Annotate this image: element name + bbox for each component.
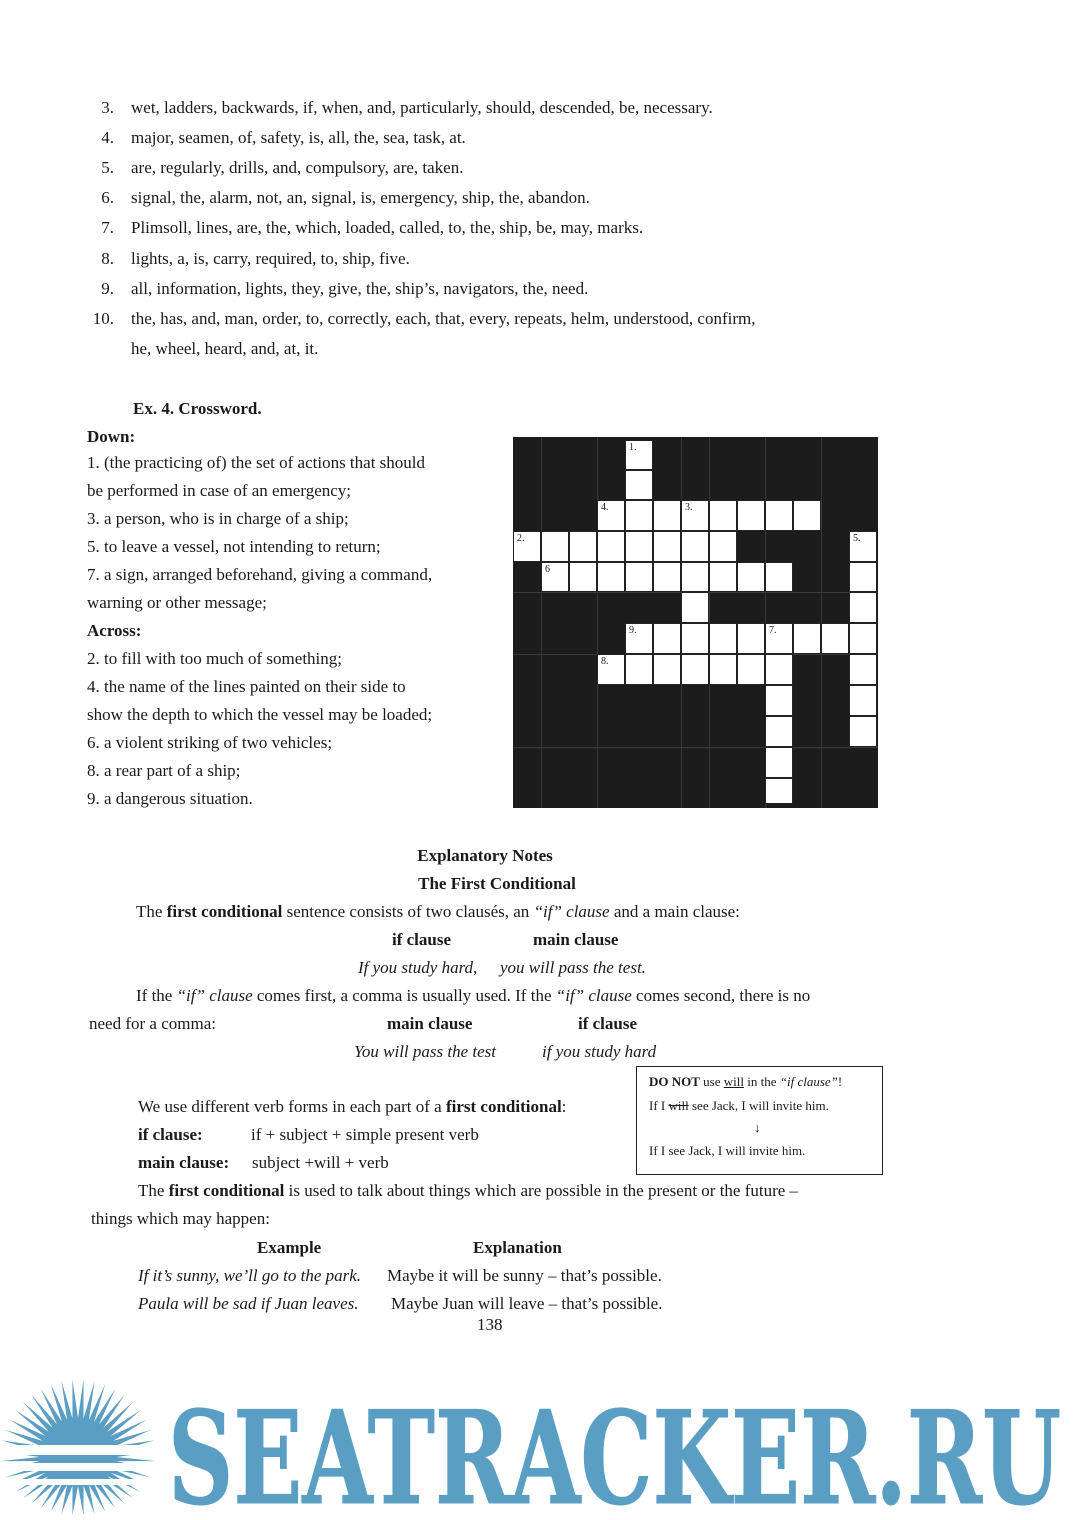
crossword-cell[interactable]: [625, 470, 653, 500]
clue-line: be performed in case of an emergency;: [87, 481, 352, 500]
notes-heading: Explanatory Notes: [417, 846, 553, 865]
rule-line: DO NOT use will in the “if clause”!: [649, 1074, 843, 1089]
label-main-clause: main clause: [387, 1014, 473, 1033]
watermark-svg: [0, 1375, 1080, 1515]
clue-line: show the depth to which the vessel may be loaded;: [87, 705, 433, 724]
crossword-cell[interactable]: [709, 623, 737, 654]
crossword-cell[interactable]: 5.: [849, 531, 877, 562]
example-main: You will pass the test: [354, 1042, 497, 1061]
crossword-cell[interactable]: [681, 654, 709, 685]
paragraph: The first conditional is used to talk about things which are possible in the present or the future –: [138, 1181, 799, 1200]
crossword-cell[interactable]: [625, 531, 653, 562]
main-clause-formula: subject +will + verb: [252, 1153, 389, 1172]
crossword-cell[interactable]: [765, 747, 793, 778]
watermark-text: SEATRACKER.RU: [168, 1384, 1061, 1515]
crossword-cell[interactable]: [737, 500, 765, 531]
crossword-cell[interactable]: [709, 654, 737, 685]
across-heading: Across:: [87, 621, 142, 640]
label-if-clause: if clause: [578, 1014, 638, 1033]
explanation-cell: Maybe it will be sunny – that’s possible.: [387, 1266, 662, 1285]
rule-box: [636, 1066, 883, 1175]
crossword-cell[interactable]: [849, 716, 877, 747]
clue-line: 1. (the practicing of) the set of actions that should: [87, 453, 426, 472]
example-cell: Paula will be sad if Juan leaves.: [138, 1294, 359, 1313]
list-item-continuation: he, wheel, heard, and, at, it.: [131, 339, 319, 358]
crossword-cell[interactable]: [849, 592, 877, 623]
crossword-cell[interactable]: [597, 562, 625, 592]
clue-line: 6. a violent striking of two vehicles;: [87, 733, 333, 752]
paragraph: We use different verb forms in each part of a first conditional:: [138, 1097, 567, 1116]
crossword-cell[interactable]: [597, 531, 625, 562]
grid-line: [541, 437, 542, 808]
crossword-cell[interactable]: [709, 531, 737, 562]
column-header-explanation: Explanation: [473, 1238, 562, 1257]
crossword-cell[interactable]: [793, 623, 821, 654]
clue-line: 5. to leave a vessel, not intending to return;: [87, 537, 381, 556]
crossword-cell[interactable]: [653, 531, 681, 562]
crossword-cell[interactable]: [653, 623, 681, 654]
crossword-cell[interactable]: 9.: [625, 623, 653, 654]
example-cell: If it’s sunny, we’ll go to the park.: [138, 1266, 362, 1285]
label-if-clause: if clause: [392, 930, 452, 949]
crossword-cell[interactable]: [653, 562, 681, 592]
paragraph-line: things which may happen:: [91, 1209, 270, 1228]
crossword-cell[interactable]: 6: [541, 562, 569, 592]
crossword-cell[interactable]: [625, 562, 653, 592]
crossword-cell[interactable]: [765, 500, 793, 531]
crossword-cell[interactable]: [849, 623, 877, 654]
crossword-cell[interactable]: 3.: [681, 500, 709, 531]
crossword-cell[interactable]: 2.: [513, 531, 541, 562]
crossword-cell[interactable]: [625, 654, 653, 685]
crossword-cell[interactable]: [681, 562, 709, 592]
crossword-cell[interactable]: [653, 500, 681, 531]
crossword-cell[interactable]: [681, 592, 709, 623]
clue-line: 9. a dangerous situation.: [87, 789, 253, 808]
crossword-cell[interactable]: [737, 562, 765, 592]
if-clause-label: if clause:: [138, 1125, 203, 1144]
crossword-cell[interactable]: [765, 562, 793, 592]
example-if: if you study hard: [542, 1042, 657, 1061]
column-header-example: Example: [257, 1238, 322, 1257]
paragraph: If the “if” clause comes first, a comma is usually used. If the “if” clause comes second, there is no: [136, 986, 811, 1005]
crossword-cell[interactable]: [681, 531, 709, 562]
crossword-cell[interactable]: [849, 685, 877, 716]
grid-line: [513, 747, 878, 748]
crossword-cell[interactable]: [765, 654, 793, 685]
crossword-cell[interactable]: [765, 716, 793, 747]
crossword-cell[interactable]: 1.: [625, 440, 653, 470]
clue-line: 7. a sign, arranged beforehand, giving a command,: [87, 565, 433, 584]
clue-line: 4. the name of the lines painted on their side to: [87, 677, 406, 696]
clue-line: warning or other message;: [87, 593, 267, 612]
crossword-cell[interactable]: [765, 685, 793, 716]
down-heading: Down:: [87, 427, 136, 446]
crossword-cell[interactable]: [569, 531, 597, 562]
label-main-clause: main clause: [533, 930, 619, 949]
page-number: 138: [477, 1315, 503, 1334]
crossword-cell[interactable]: [569, 562, 597, 592]
crossword-cell[interactable]: 4.: [597, 500, 625, 531]
watermark-logo: [0, 1375, 1080, 1515]
crossword-cell[interactable]: [681, 623, 709, 654]
right-example: If I see Jack, I will invite him.: [649, 1143, 806, 1158]
crossword-cell[interactable]: [765, 778, 793, 804]
arrow-down-icon: ↓: [754, 1120, 761, 1135]
clue-line: 2. to fill with too much of something;: [87, 649, 342, 668]
wrong-example: If I will see Jack, I will invite him.: [649, 1098, 829, 1113]
crossword-cell[interactable]: [821, 623, 849, 654]
crossword-cell[interactable]: [709, 562, 737, 592]
crossword-title: Ex. 4. Crossword.: [133, 399, 262, 418]
crossword-cell[interactable]: [849, 654, 877, 685]
crossword-cell[interactable]: 7.: [765, 623, 793, 654]
if-clause-formula: if + subject + simple present verb: [251, 1125, 479, 1144]
notes-subheading: The First Conditional: [418, 874, 576, 893]
crossword-cell[interactable]: [793, 500, 821, 531]
crossword-cell[interactable]: [737, 654, 765, 685]
crossword-cell[interactable]: [541, 531, 569, 562]
crossword-cell[interactable]: [625, 500, 653, 531]
clue-line: 8. a rear part of a ship;: [87, 761, 241, 780]
crossword-grid: [513, 437, 878, 808]
sunburst-icon: [0, 1379, 165, 1515]
explanation-cell: Maybe Juan will leave – that’s possible.: [391, 1294, 663, 1313]
paragraph-line: need for a comma:: [89, 1014, 216, 1033]
grid-line: [597, 437, 598, 808]
example-if: If you study hard,: [358, 958, 478, 977]
crossword-cell[interactable]: [709, 500, 737, 531]
clue-line: 3. a person, who is in charge of a ship;: [87, 509, 349, 528]
crossword-cell[interactable]: [737, 623, 765, 654]
main-clause-label: main clause:: [138, 1153, 230, 1172]
crossword-cell[interactable]: [653, 654, 681, 685]
crossword-cell[interactable]: [849, 562, 877, 592]
paragraph: The first conditional sentence consists of two clausés, an “if” clause and a main clause:: [136, 902, 740, 921]
crossword-cell[interactable]: 8.: [597, 654, 625, 685]
example-main: you will pass the test.: [500, 958, 646, 977]
